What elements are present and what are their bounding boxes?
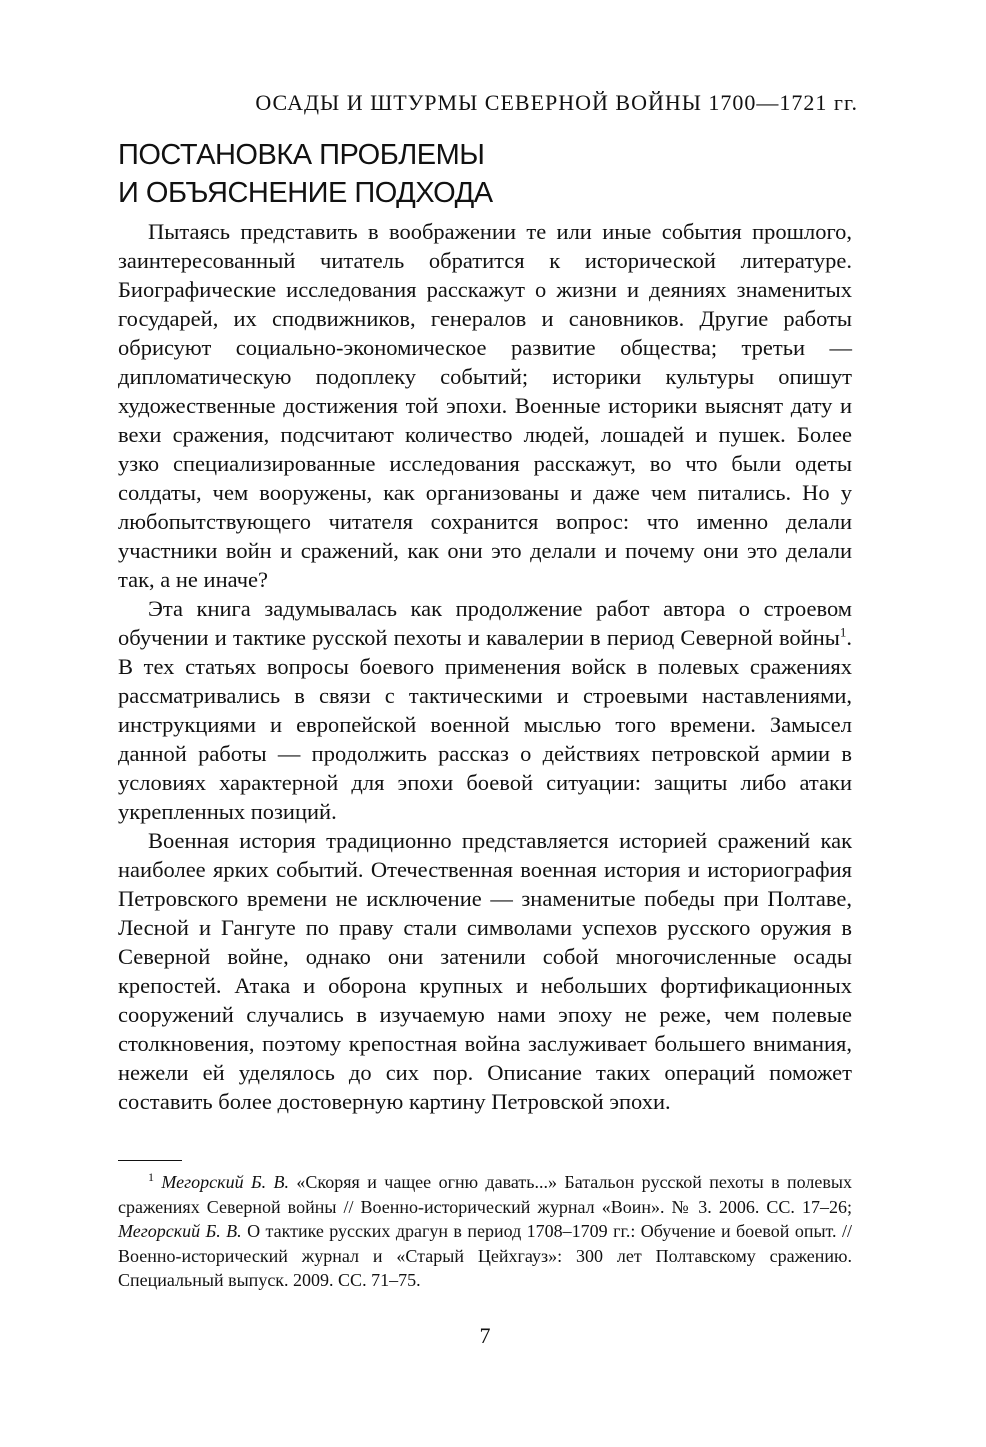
footnote-divider: [118, 1160, 182, 1161]
paragraph-2-start: Эта книга задумывалась как продолжение работ автора о строевом обучении и тактике русской пехоты и кавалерии в период Северной войны: [118, 596, 852, 650]
paragraph-3: Военная история традиционно представляется историей сражений как наиболее ярких событий. Отечественная военная история и историография Петровского времени не исключение — знаменитые победы при Полтаве, Лесной и Гангуте по праву стали символами успехов русского оружия в Северной войне, однако они затенили собой многочисленные осады крепостей. Атака и оборона крупных и небольших фортификационных сооружений случались в изучаемую нами эпоху не реже, чем полевые столкновения, поэтому крепостная война заслуживает большего внимания, нежели ей уделялось до сих пор. Описание таких операций поможет составить более достоверную картину Петровской эпохи.: [118, 828, 852, 1114]
footnote-text-2: О тактике русских драгун в период 1708–1709 гг.: Обучение и боевой опыт. // Военно-исторический журнал и «Старый Цейхгауз»: 300 лет Полтавскому сражению. Специальный выпуск. 2009. СС. 71–75.: [118, 1221, 852, 1290]
paragraph-2-end: . В тех статьях вопросы боевого применения войск в полевых сражениях рассматривались в связи с тактическими и строевыми наставлениями, инструкциями и европейской военной мыслью того времени. Замысел данной работы — продолжить рассказ о действиях петровской армии в условиях характерной для эпохи боевой ситуации: защиты либо атаки укрепленных позиций.: [118, 625, 852, 824]
footnote-marker: 1: [148, 1170, 154, 1184]
footnote-author-2: Мегорский Б. В.: [118, 1221, 242, 1241]
chapter-title-line-1: ПОСТАНОВКА ПРОБЛЕМЫ: [118, 139, 485, 171]
chapter-title: [118, 136, 858, 212]
footnote-author-1: Мегорский Б. В.: [161, 1172, 290, 1192]
body-text: [118, 217, 852, 1116]
paragraph-2: [118, 594, 852, 826]
running-head: ОСАДЫ И ШТУРМЫ СЕВЕРНОЙ ВОЙНЫ 1700—1721 гг.: [255, 90, 858, 115]
footnote-text-1: «Скоряя и чащее огню давать...» Батальон русской пехоты в полевых сражениях Северной войны // Военно-исторический журнал «Воин». № 3. 2006. СС. 17–26;: [118, 1172, 852, 1217]
page-number: 7: [479, 1323, 491, 1348]
footnote-reference[interactable]: 1: [839, 624, 847, 640]
chapter-title-line-2: И ОБЪЯСНЕНИЕ ПОДХОДА: [118, 177, 493, 209]
footnote: [118, 1170, 852, 1293]
paragraph-1: Пытаясь представить в воображении те или иные события прошлого, заинтересованный читатель обратится к исторической литературе. Биографические исследования расскажут о жизни и деяниях знаменитых государей, их сподвижников, генералов и сановников. Другие работы обрисуют социально-экономическое развитие общества; третьи — дипломатическую подоплеку событий; историки культуры опишут художественные достижения той эпохи. Военные историки выяснят дату и вехи сражения, подсчитают количество людей, лошадей и пушек. Более узко специализированные исследования расскажут, во что были одеты солдаты, чем вооружены, как организованы и даже чем питались. Но у любопытствующего читателя сохранится вопрос: что именно делали участники войн и сражений, как они это делали и почему они это делали так, а не иначе?: [118, 219, 852, 592]
